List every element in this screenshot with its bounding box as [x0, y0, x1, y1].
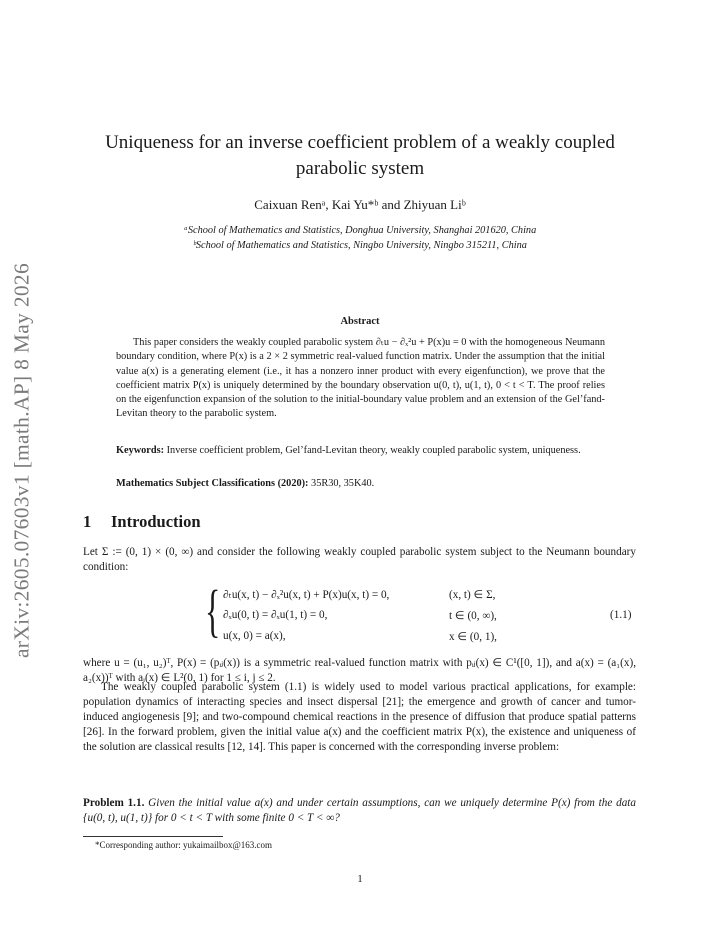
equation-row-1: ∂ₜu(x, t) − ∂ₓ²u(x, t) + P(x)u(x, t) = 0, — [223, 589, 390, 601]
affiliation-b: ᵇSchool of Mathematics and Statistics, Ningbo University, Ningbo 315211, China — [193, 240, 527, 251]
footnote: *Corresponding author: yukaimailbox@163.com — [95, 840, 273, 850]
intro-paragraph-1: Let Σ := (0, 1) × (0, ∞) and consider the following weakly coupled parabolic system subject to the Neumann boundary condition: — [83, 546, 636, 573]
keywords — [116, 444, 605, 458]
msc-text: 35R30, 35K40. — [311, 478, 375, 489]
abstract-text: This paper considers the weakly coupled parabolic system ∂ₜu − ∂ₓ²u + P(x)u = 0 with the homogeneous Neumann boundary condition, where P(x) is a 2 × 2 symmetric real-valued function matrix. Under the assumption that the initial value a(x) is a generating element (i.e., it has a nonzero inner product with every eigenfunction), we prove that the coefficient matrix P(x) is uniquely determined by the boundary observation u(0, t), u(1, t), 0 < t < T. The proof relies on the eigenfunction expansion of the solution to the initial-boundary value problem and an extension of the Gel’fand-Levitan theory to the parabolic system. — [116, 337, 605, 420]
paper-title: Uniqueness for an inverse coefficient problem of a weakly coupled parabolic system — [105, 132, 615, 179]
equation-row-3: u(x, 0) = a(x), — [223, 630, 286, 642]
equation-row-2: ∂ₓu(0, t) = ∂ₓu(1, t) = 0, — [223, 609, 328, 621]
equation-condition-2: t ∈ (0, ∞), — [449, 610, 497, 622]
section-number: 1 — [83, 512, 92, 531]
equation-condition-1: (x, t) ∈ Σ, — [449, 589, 496, 601]
author-list: Caixuan Renᵃ, Kai Yu*ᵇ and Zhiyuan Liᵇ — [254, 197, 466, 212]
section-title: Introduction — [111, 512, 201, 531]
problem-text: Given the initial value a(x) and under certain assumptions, can we uniquely determine P(x) from the data {u(0, t), u(1, t)} for 0 < t < T with some finite 0 < T < ∞? — [83, 797, 637, 824]
keywords-label: Keywords: — [116, 445, 165, 456]
footnote-rule — [83, 836, 223, 837]
msc-label: Mathematics Subject Classifications (2020): — [116, 478, 309, 489]
equation-number: (1.1) — [610, 609, 632, 621]
intro-paragraph-2: where u = (u₁, u₂)ᵀ, P(x) = (pᵢⱼ(x)) is a symmetric real-valued function matrix with pᵢⱼ(x) ∈ C¹([0, 1]), and a(x) = (a₁(x), a₂(x))ᵀ with aᵢ(x) ∈ L²(0, 1) for 1 ≤ i, j ≤ 2. — [83, 657, 636, 684]
keywords-text: Inverse coefficient problem, Gel’fand-Levitan theory, weakly coupled parabolic system, uniqueness. — [166, 445, 581, 456]
arxiv-identifier: arXiv:2605.07603v1 [math.AP] 8 May 2026 — [9, 262, 34, 659]
intro-paragraph-3: The weakly coupled parabolic system (1.1) is widely used to model various practical applications, for example: population dynamics of interacting species and insect dispersal [21]; the emergence and growth of cancer and tumor-induced angiogenesis [9]; and two-compound chemical reactions in the presence of diffusion that produce spatial patterns [26]. In the forward problem, given the initial value a(x) and the coefficient matrix P(x), the existence and uniqueness of the solution are classical results [12, 14]. This paper is concerned with the corresponding inverse problem: — [83, 681, 636, 753]
section-heading — [83, 512, 201, 532]
msc-classification — [116, 478, 605, 489]
equation-condition-3: x ∈ (0, 1), — [449, 631, 497, 643]
abstract-heading: Abstract — [340, 316, 380, 327]
problem-statement — [83, 796, 636, 826]
problem-label: Problem 1.1. — [83, 797, 145, 809]
affiliation-a: ᵃSchool of Mathematics and Statistics, Donghua University, Shanghai 201620, China — [183, 225, 537, 236]
left-brace: { — [205, 578, 221, 643]
page-number: 1 — [357, 873, 363, 885]
